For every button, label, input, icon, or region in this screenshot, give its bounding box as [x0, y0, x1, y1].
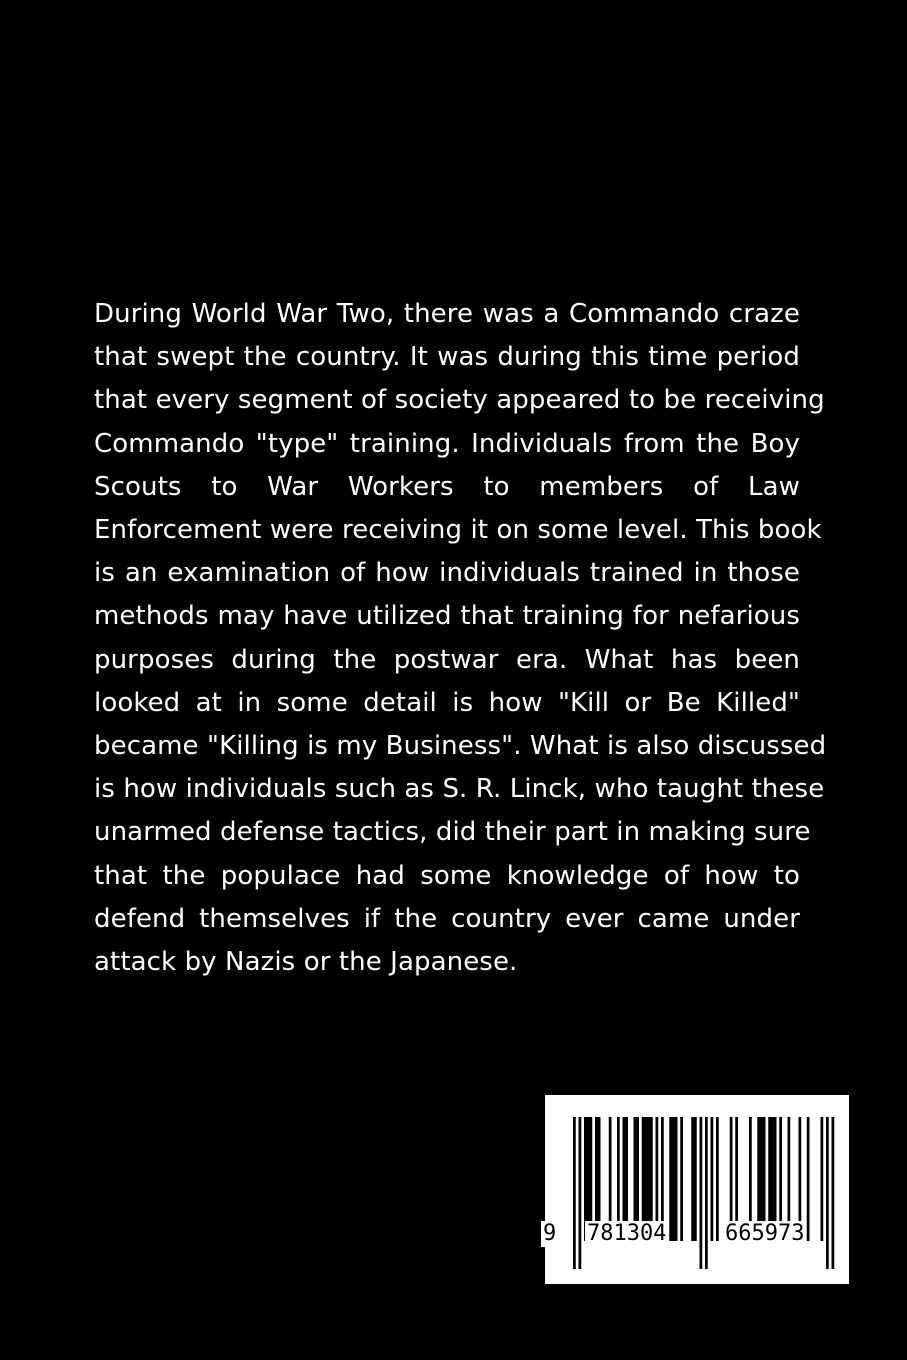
blurb-line: unarmed defense tactics, did their part in making sure — [94, 817, 811, 848]
barcode-right-group: 665973 — [725, 1221, 805, 1246]
blurb-line: that swept the country. It was during this time period — [94, 342, 800, 373]
blurb-line: is how individuals such as S. R. Linck, who taught these — [94, 774, 825, 805]
blurb-line: During World War Two, there was a Commando craze — [94, 299, 800, 329]
back-cover-blurb — [94, 293, 827, 984]
blurb-line: Commando "type" training. Individuals from the Boy — [94, 428, 800, 459]
blurb-line: methods may have utilized that training for nefarious — [94, 601, 800, 632]
blurb-line: attack by Nazis or the Japanese. — [94, 947, 518, 978]
blurb-line: Enforcement were receiving it on some level. This book — [94, 515, 822, 546]
blurb-line: looked at in some detail is how "Kill or Be Killed" — [94, 687, 800, 718]
isbn-barcode — [545, 1095, 849, 1284]
blurb-line: that every segment of society appeared to be receiving — [94, 385, 825, 416]
blurb-line: became "Killing is my Business". What is also discussed — [94, 731, 827, 762]
barcode-digits — [545, 1095, 833, 1247]
blurb-line: that the populace had some knowledge of how to — [94, 860, 800, 891]
blurb-line: purposes during the postwar era. What has been — [94, 644, 800, 675]
barcode-first-digit: 9 — [543, 1221, 557, 1246]
blurb-line: Scouts to War Workers to members of Law — [94, 471, 800, 502]
blurb-line: defend themselves if the country ever came under — [94, 903, 800, 934]
barcode-left-group: 781304 — [587, 1221, 667, 1246]
blurb-line: is an examination of how individuals trained in those — [94, 558, 800, 589]
